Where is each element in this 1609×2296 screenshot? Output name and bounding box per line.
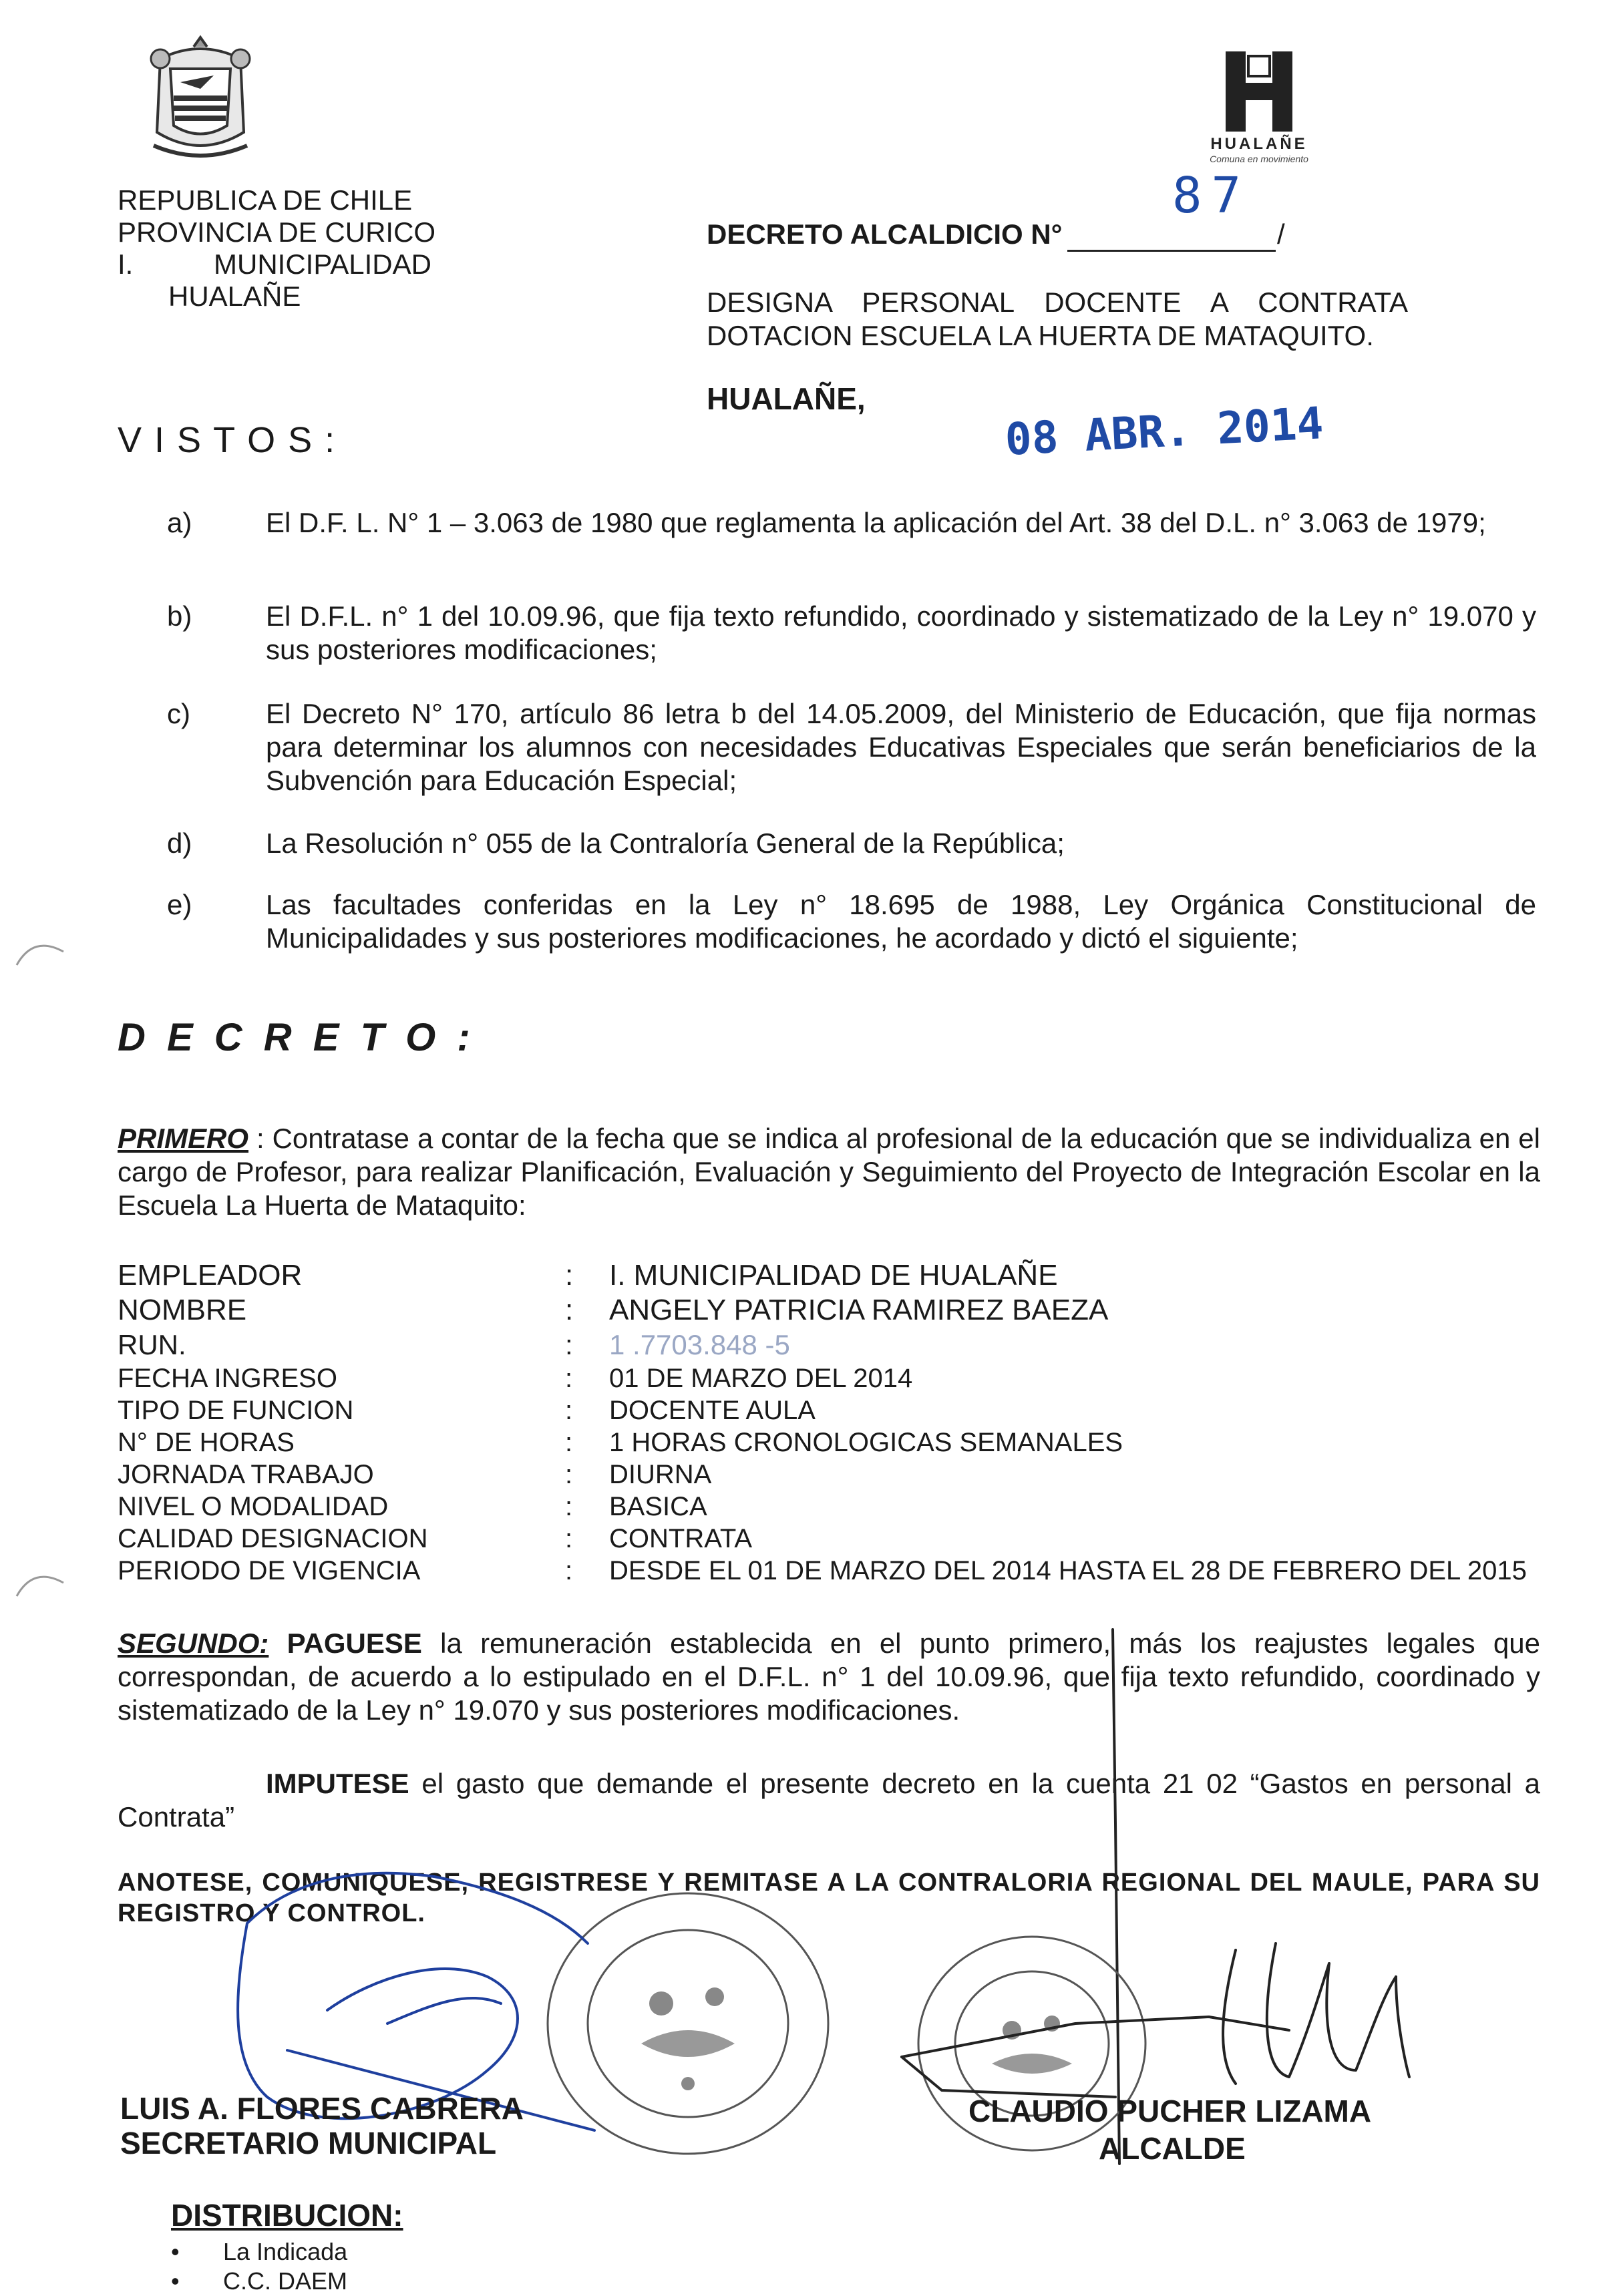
- header-town: HUALAÑE: [168, 280, 301, 312]
- details-value: I. MUNICIPALIDAD DE HUALAÑE: [609, 1259, 1058, 1292]
- details-value: DIURNA: [609, 1460, 712, 1489]
- decree-number-slash: /: [1277, 218, 1285, 250]
- details-key: EMPLEADOR: [118, 1259, 303, 1292]
- vistos-letter: e): [167, 889, 192, 920]
- segundo-label: SEGUNDO:: [118, 1628, 269, 1659]
- signature-right-name: CLAUDIO PUCHER LIZAMA: [968, 2094, 1372, 2128]
- header-municipality: MUNICIPALIDAD: [214, 248, 431, 280]
- details-key: NOMBRE: [118, 1294, 247, 1326]
- list-item: • C.C. DAEM: [171, 2267, 348, 2295]
- logo-tagline: Comuna en movimiento: [1210, 154, 1308, 164]
- details-value: DOCENTE AULA: [609, 1396, 816, 1425]
- details-key: TIPO DE FUNCION: [118, 1396, 354, 1425]
- vistos-text: El D.F. L. N° 1 – 3.063 de 1980 que reglamenta la aplicación del Art. 38 del D.L. n° 3.063 de 1979;: [266, 507, 1486, 538]
- logo-name: HUALAÑE: [1210, 135, 1308, 153]
- vistos-letter: a): [167, 507, 192, 538]
- decreto-heading: D E C R E T O :: [118, 1016, 476, 1059]
- bullet-icon: •: [171, 2267, 180, 2295]
- segundo-text: la remuneración establecida en el punto primero, más los reajustes legales que correspondan, de acuerdo a lo estipulado en el D.F.L. n° 1 del 10.09.96, que fija texto refundido, coordinado y sistematizado de la Ley n° 19.070 y sus posteriores modificaciones.: [118, 1628, 1540, 1726]
- details-key: NIVEL O MODALIDAD: [118, 1492, 389, 1521]
- bullet-icon: •: [171, 2238, 180, 2265]
- details-value: BASICA: [609, 1492, 707, 1521]
- header-country: REPUBLICA DE CHILE: [118, 184, 413, 216]
- details-key: CALIDAD DESIGNACION: [118, 1524, 428, 1553]
- details-value: DESDE EL 01 DE MARZO DEL 2014 HASTA EL 28 DE FEBRERO DEL 2015: [609, 1556, 1527, 1585]
- header-municipality-prefix: I.: [118, 248, 134, 280]
- vistos-text: Las facultades conferidas en la Ley n° 18.695 de 1988, Ley Orgánica Constitucional de Municipalidades y sus posteriores modificaciones, he acordado y dictó el siguiente;: [266, 889, 1536, 954]
- punch-hole-mark: [13, 932, 67, 972]
- vistos-letter: b): [167, 600, 192, 632]
- signature-left-name: LUIS A. FLORES CABRERA: [120, 2091, 524, 2126]
- primero-text: : Contratase a contar de la fecha que se indica al profesional de la educación que se individualiza en el cargo de Profesor, para realizar Planificación, Evaluación y Seguimiento del Proyecto de Integración Escolar en la Escuela La Huerta de Mataquito:: [118, 1123, 1541, 1221]
- segundo-paragraph: [118, 1627, 1540, 1727]
- details-key: N° DE HORAS: [118, 1428, 295, 1457]
- imputese-paragraph: [118, 1767, 1540, 1834]
- details-key: PERIODO DE VIGENCIA: [118, 1556, 421, 1585]
- list-item: • La Indicada: [171, 2238, 348, 2265]
- details-value: ANGELY PATRICIA RAMIREZ BAEZA: [609, 1294, 1109, 1326]
- details-key: JORNADA TRABAJO: [118, 1460, 374, 1489]
- vistos-heading: V I S T O S :: [118, 420, 337, 460]
- decree-subject: DESIGNA PERSONAL DOCENTE A CONTRATA DOTACION ESCUELA LA HUERTA DE MATAQUITO.: [707, 286, 1408, 351]
- details-value: 1 HORAS CRONOLOGICAS SEMANALES: [609, 1428, 1123, 1457]
- vistos-text: La Resolución n° 055 de la Contraloría General de la República;: [266, 827, 1065, 859]
- hualane-logo: [1196, 48, 1322, 182]
- vistos-letter: d): [167, 827, 192, 859]
- decree-number: 87: [1172, 167, 1251, 224]
- header-province: PROVINCIA DE CURICO: [118, 216, 436, 248]
- coat-of-arms-icon: [134, 32, 267, 166]
- signature-left-title: SECRETARIO MUNICIPAL: [120, 2126, 497, 2160]
- primero-paragraph: [118, 1122, 1540, 1222]
- vistos-letter: c): [167, 698, 190, 729]
- imputese-bold: IMPUTESE: [266, 1768, 409, 1799]
- signature-right-title: ALCALDE: [1099, 2131, 1246, 2166]
- anotese-paragraph: ANOTESE, COMUNIQUESE, REGISTRESE Y REMITASE A LA CONTRALORIA REGIONAL DEL MAULE, PARA SU REGISTRO Y CONTROL.: [118, 1869, 1540, 1927]
- distribucion-list: [171, 2237, 347, 2296]
- vistos-text: El Decreto N° 170, artículo 86 letra b del 14.05.2009, del Ministerio de Educación, que fija normas para determinar los alumnos con necesidades Educativas Especiales que serán beneficiarios de la Subvención para Educación Especial;: [266, 698, 1536, 796]
- details-value: CONTRATA: [609, 1524, 753, 1553]
- distribucion-heading: DISTRIBUCION:: [171, 2198, 403, 2233]
- primero-label: PRIMERO: [118, 1123, 249, 1154]
- details-value: 01 DE MARZO DEL 2014: [609, 1364, 913, 1393]
- details-value: 1 .7703.848 -5: [609, 1329, 790, 1360]
- date-stamp: 08 ABR. 2014: [1003, 397, 1325, 465]
- decree-place: HUALAÑE,: [707, 381, 866, 416]
- hualane-logo-icon: [1219, 48, 1299, 135]
- vistos-text: El D.F.L. n° 1 del 10.09.96, que fija texto refundido, coordinado y sistematizado de la Ley n° 19.070 y sus posteriores modificaciones;: [266, 600, 1536, 665]
- details-key: FECHA INGRESO: [118, 1364, 337, 1393]
- punch-hole-mark: [13, 1563, 67, 1603]
- imputese-text: el gasto que demande el presente decreto en la cuenta 21 02 “Gastos en personal a Contrata”: [118, 1768, 1540, 1833]
- decree-number-line: [1067, 250, 1276, 252]
- decree-label: DECRETO ALCALDICIO N°: [707, 218, 1063, 250]
- segundo-bold: PAGUESE: [287, 1628, 422, 1659]
- details-key: RUN.: [118, 1329, 186, 1360]
